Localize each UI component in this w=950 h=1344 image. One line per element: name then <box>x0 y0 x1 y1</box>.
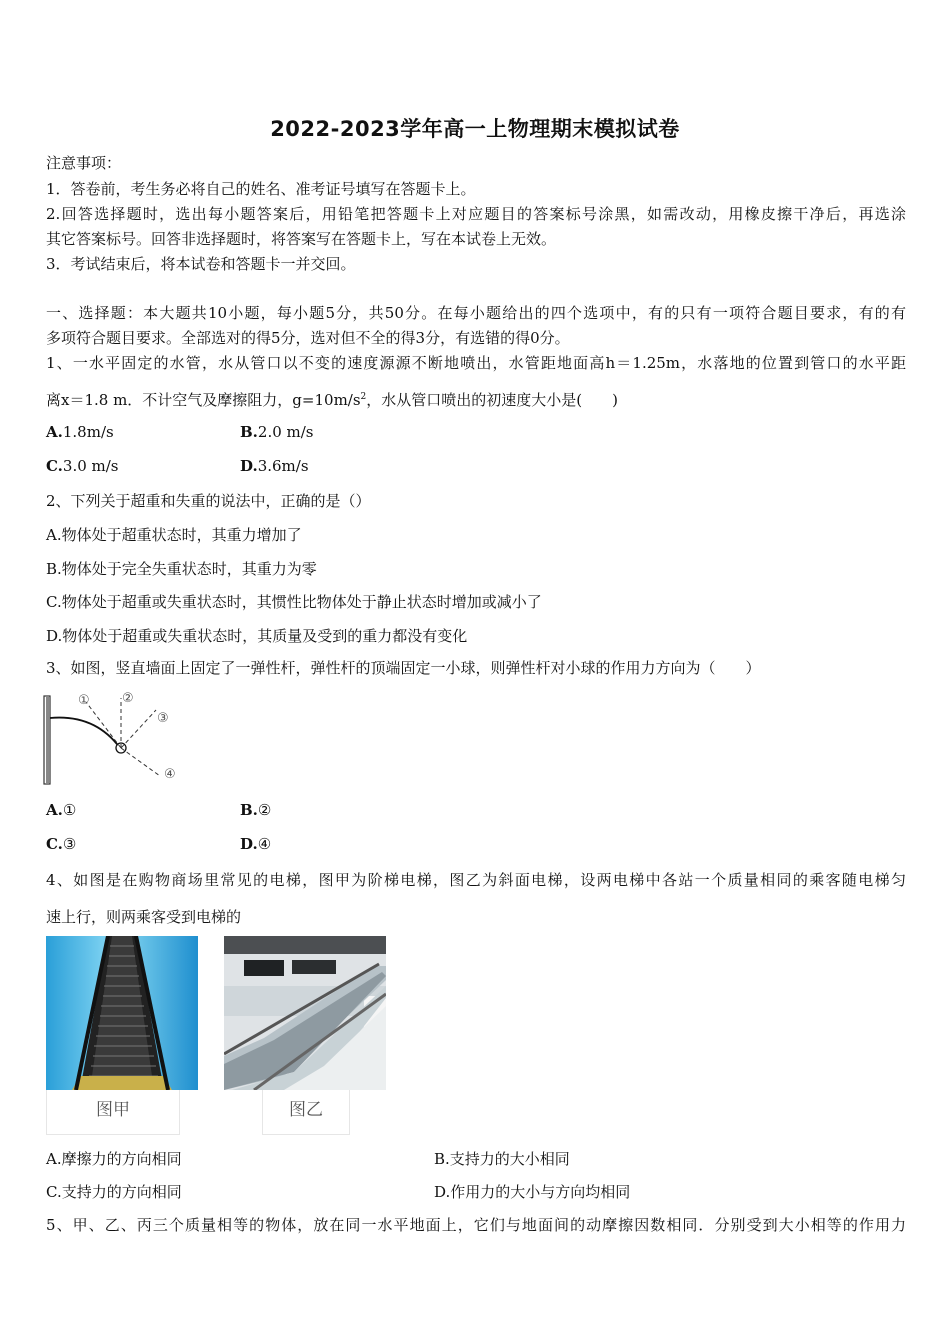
question-4-stem: 4、如图是在购物商场里常见的电梯，图甲为阶梯电梯，图乙为斜面电梯，设两电梯中各站一个质量相同的乘客随电梯匀 <box>46 871 906 889</box>
label-4: ④ <box>164 767 176 782</box>
q4-option-b: B.支持力的大小相同 <box>434 1150 570 1168</box>
q4-option-c: C.支持力的方向相同 <box>46 1183 182 1201</box>
notice-item: 其它答案标号。回答非选择题时，将答案写在答题卡上，写在本试卷上无效。 <box>46 230 557 248</box>
q2-option-a: A.物体处于超重状态时，其重力增加了 <box>46 526 302 544</box>
inclined-escalator-photo <box>224 936 386 1090</box>
q1-option-c: C.3.0 m/s <box>46 457 119 475</box>
notice-item: 2.回答选择题时，选出每小题答案后，用铅笔把答题卡上对应题目的答案标号涂黑，如需改动，用橡皮擦干净后，再选涂 <box>46 205 906 223</box>
figure-caption-jia: 图甲 <box>46 1090 180 1135</box>
step-escalator-photo <box>46 936 198 1090</box>
page-title: 2022-2023学年高一上物理期末模拟试卷 <box>270 117 680 141</box>
section-heading-line: 多项符合题目要求。全部选对的得5分，选对但不全的得3分，有选错的得0分。 <box>46 329 570 347</box>
elastic-rod <box>50 718 120 748</box>
q2-option-c: C.物体处于超重或失重状态时，其惯性比物体处于静止状态时增加或减小了 <box>46 593 542 611</box>
label-3: ③ <box>157 711 169 726</box>
direction-4-line <box>121 748 160 776</box>
q1-option-b: B.2.0 m/s <box>240 423 314 441</box>
question-1-stem-cont: 离x＝1.8 m．不计空气及摩擦阻力，$g=10m/s^2$，水从管口喷出的初速度大小是( ) <box>46 391 618 409</box>
q1-option-a: A.1.8m/s <box>46 423 114 441</box>
label-1: ① <box>78 693 90 708</box>
notice-item: 3．考试结束后，将本试卷和答题卡一并交回。 <box>46 255 356 273</box>
q3-option-a: A.① <box>46 801 77 819</box>
question-5-stem: 5、甲、乙、丙三个质量相等的物体，放在同一水平地面上，它们与地面间的动摩擦因数相同．分别受到大小相等的作用力 <box>46 1216 906 1234</box>
question-4-stem-cont: 速上行，则两乘客受到电梯的 <box>46 908 242 926</box>
elastic-rod-diagram <box>40 686 190 786</box>
notice-item: 1．答卷前，考生务必将自己的姓名、准考证号填写在答题卡上。 <box>46 180 476 198</box>
label-2: ② <box>122 691 134 706</box>
figure-caption-yi: 图乙 <box>262 1090 350 1135</box>
wall-hatch <box>46 697 49 783</box>
notice-heading: 注意事项： <box>46 154 122 172</box>
q2-option-b: B.物体处于完全失重状态时，其重力为零 <box>46 560 317 578</box>
q3-option-b: B.② <box>240 801 272 819</box>
q3-option-c: C.③ <box>46 835 77 853</box>
question-1-stem: 1、一水平固定的水管，水从管口以不变的速度源源不断地喷出，水管距地面高h＝1.25m，水落地的位置到管口的水平距 <box>46 354 906 372</box>
q3-option-d: D.④ <box>240 835 272 853</box>
section-heading-line: 一、选择题：本大题共10小题，每小题5分，共50分。在每小题给出的四个选项中，有的只有一项符合题目要求，有的有 <box>46 304 906 322</box>
q4-option-a: A.摩擦力的方向相同 <box>46 1150 182 1168</box>
q1-option-d: D.3.6m/s <box>240 457 309 475</box>
question-2-stem: 2、下列关于超重和失重的说法中，正确的是（） <box>46 492 371 510</box>
q2-option-d: D.物体处于超重或失重状态时，其质量及受到的重力都没有变化 <box>46 627 468 645</box>
q4-option-d: D.作用力的大小与方向均相同 <box>434 1183 631 1201</box>
question-3-stem: 3、如图，竖直墙面上固定了一弹性杆，弹性杆的顶端固定一小球，则弹性杆对小球的作用力方向为（ ） <box>46 659 761 677</box>
direction-3-line <box>121 710 156 748</box>
